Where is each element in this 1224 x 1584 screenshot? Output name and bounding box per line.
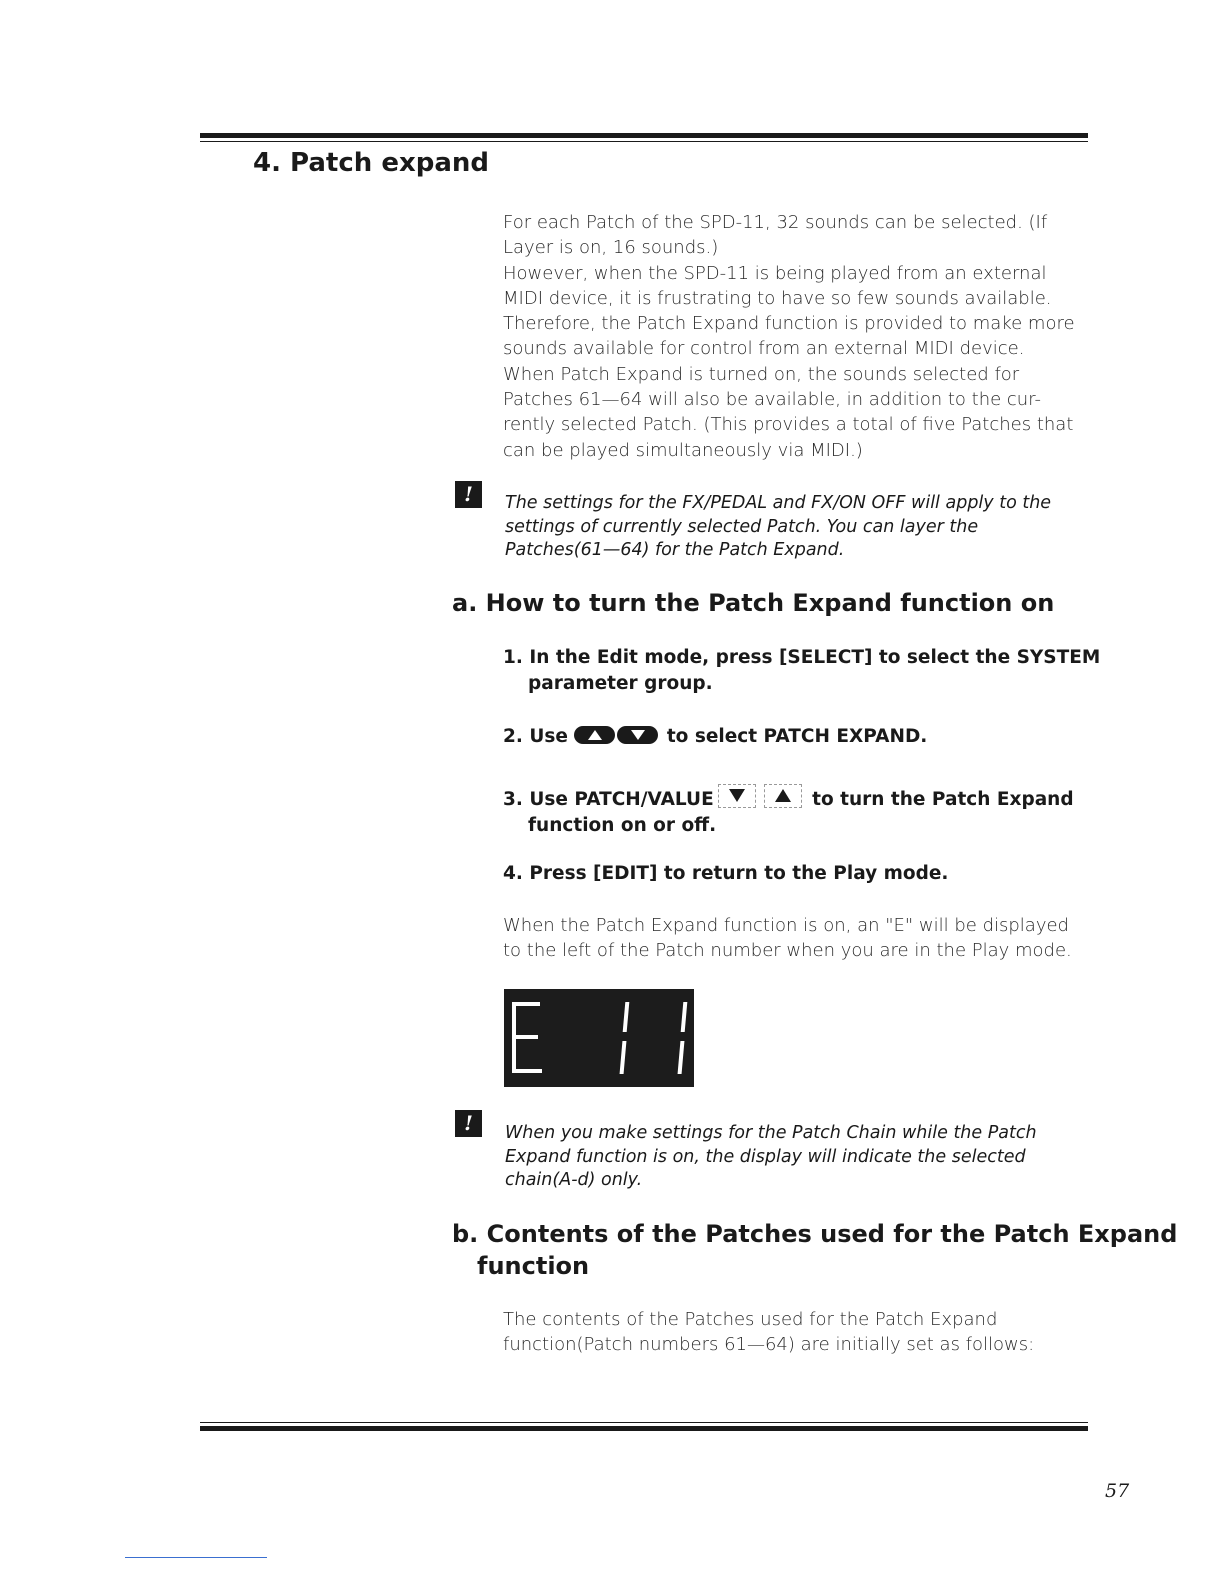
led-segment — [512, 1035, 538, 1039]
step-1-line: 1. In the Edit mode, press [SELECT] to select the SYSTEM — [503, 647, 1101, 668]
step-1-continuation: parameter group. — [528, 673, 713, 694]
intro-line: Therefore, the Patch Expand function is provided to make more — [503, 313, 1075, 335]
note-line: Expand function is on, the display will indicate the selected — [505, 1146, 1026, 1167]
contents-paragraph — [503, 1307, 1093, 1358]
led-segment — [623, 1002, 630, 1032]
caution-icon: ! — [455, 1110, 482, 1137]
intro-line: MIDI device, it is frustrating to have so few sounds available. — [503, 287, 1052, 309]
step-3-continuation: function on or off. — [528, 815, 717, 836]
step-3 — [503, 784, 1074, 839]
intro-line: can be played simultaneously via MIDI.) — [503, 439, 863, 461]
display-explanation — [503, 913, 1093, 964]
note-fx-settings — [505, 492, 1095, 563]
note-line: settings of currently selected Patch. You can layer the — [505, 516, 979, 537]
top-rule — [200, 133, 1088, 142]
cursor-up-button-icon — [574, 726, 615, 744]
led-segment — [620, 1041, 627, 1074]
led-segment — [512, 1002, 540, 1006]
step-2-suffix: to select PATCH EXPAND. — [666, 726, 928, 747]
caution-icon: ! — [455, 481, 482, 508]
display-line: When the Patch Expand function is on, an "E" will be displayed — [503, 915, 1069, 936]
intro-line: When Patch Expand is turned on, the sounds selected for — [503, 363, 1020, 385]
intro-paragraph — [503, 210, 1093, 463]
step-2-prefix: 2. Use — [503, 726, 568, 747]
note-line: Patches(61—64) for the Patch Expand. — [505, 540, 845, 560]
contents-line: The contents of the Patches used for the Patch Expand — [503, 1309, 998, 1330]
led-segment — [681, 1002, 688, 1032]
section-title: 4. Patch expand — [253, 148, 490, 178]
intro-line: rently selected Patch. (This provides a total of five Patches that — [503, 414, 1074, 436]
contents-line: function(Patch numbers 61—64) are initially set as follows: — [503, 1334, 1035, 1356]
subhead-how-to-turn-on: a. How to turn the Patch Expand function on — [452, 589, 1055, 617]
intro-line: For each Patch of the SPD-11, 32 sounds can be selected. (If — [503, 212, 1048, 233]
intro-line: Layer is on, 16 sounds.) — [503, 237, 719, 259]
value-down-button-icon — [718, 784, 756, 808]
intro-line: Patches 61—64 will also be available, in addition to the cur- — [503, 389, 1041, 411]
led-display-text — [504, 989, 505, 990]
subhead-contents-line: b. Contents of the Patches used for the Patch Expand — [452, 1220, 1178, 1248]
page-number: 57 — [1105, 1480, 1130, 1502]
led-segment — [678, 1041, 685, 1074]
note-patch-chain — [505, 1122, 1095, 1193]
value-up-button-icon — [764, 784, 802, 808]
note-line: chain(A-d) only. — [505, 1170, 643, 1190]
step-3-prefix: 3. Use PATCH/VALUE — [503, 789, 714, 810]
subhead-contents-continuation: function — [477, 1252, 590, 1280]
display-line: to the left of the Patch number when you are in the Play mode. — [503, 940, 1072, 962]
step-2 — [503, 724, 927, 750]
note-line: When you make settings for the Patch Chain while the Patch — [505, 1123, 1037, 1143]
step-4: 4. Press [EDIT] to return to the Play mode. — [503, 863, 949, 884]
led-display — [504, 989, 694, 1087]
bottom-rule — [200, 1422, 1088, 1431]
intro-line: sounds available for control from an external MIDI device. — [503, 338, 1025, 360]
cursor-down-button-icon — [617, 726, 658, 744]
intro-line: However, when the SPD-11 is being played from an external — [503, 262, 1047, 284]
step-1 — [503, 645, 1100, 697]
footer-link-underline — [125, 1557, 267, 1558]
step-3-suffix: to turn the Patch Expand — [812, 789, 1074, 810]
led-segment — [512, 1069, 542, 1073]
subhead-contents — [452, 1218, 1177, 1282]
note-line: The settings for the FX/PEDAL and FX/ON OFF will apply to the — [505, 493, 1052, 513]
